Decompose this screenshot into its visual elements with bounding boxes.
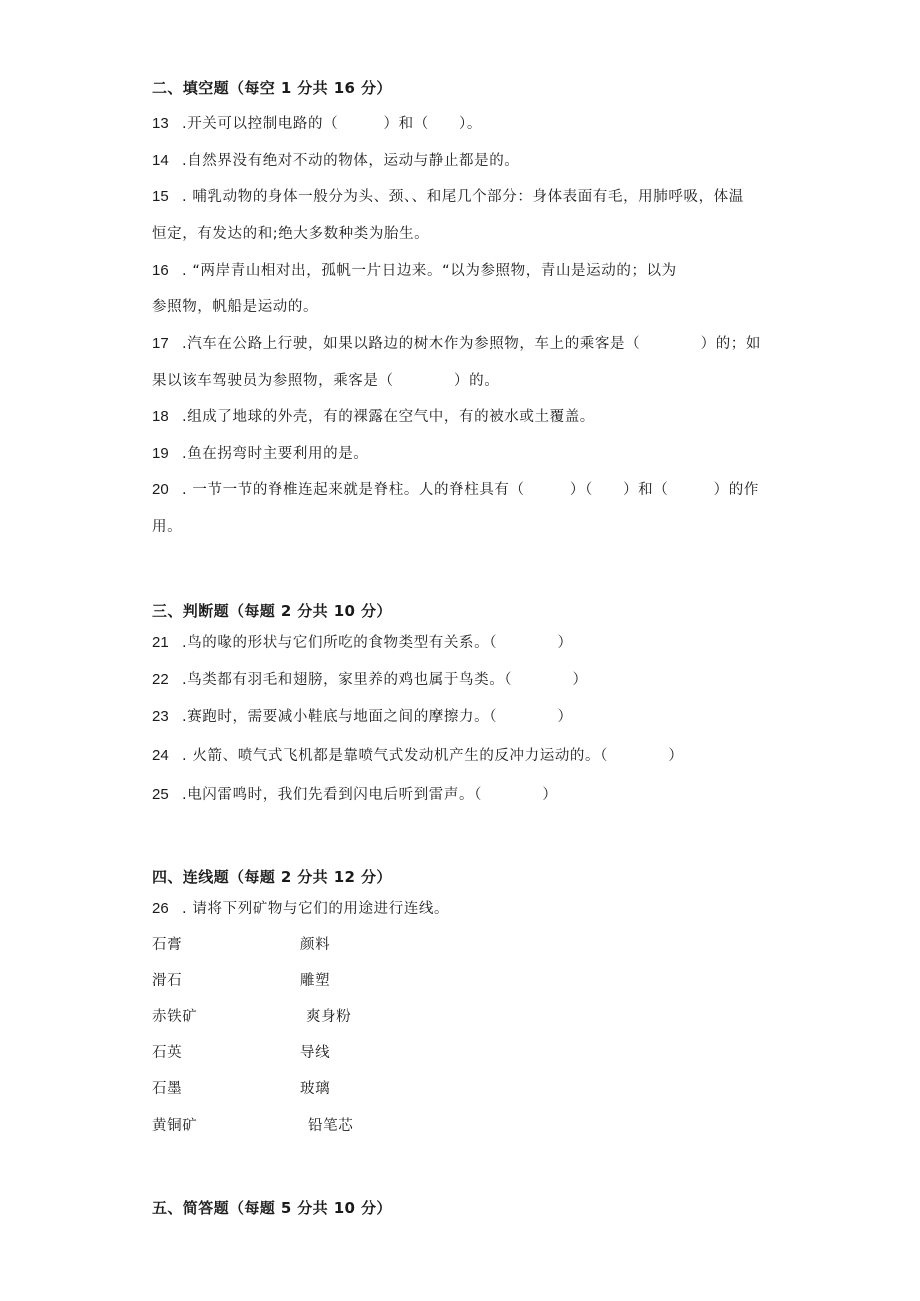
question-number: 20 [152, 481, 169, 498]
use-item[interactable]: 颜料 [300, 937, 331, 953]
question-number: 21 [152, 634, 169, 651]
question-text: . 火箭、喷气式飞机都是靠喷气式发动机产生的反冲力运动的。（ ） [182, 748, 684, 764]
section-fill-blank-title: 二、填空题（每空 1 分共 16 分） [152, 79, 392, 97]
mineral-item[interactable]: 黄铜矿 [152, 1118, 198, 1134]
question-number: 18 [152, 408, 169, 425]
question-text: .鱼在拐弯时主要利用的是。 [182, 446, 369, 462]
question-text: .鸟类都有羽毛和翅膀，家里养的鸡也属于鸟类。（ ） [182, 672, 588, 688]
use-item[interactable]: 爽身粉 [306, 1009, 352, 1025]
question-23 [152, 707, 573, 727]
question-text: .汽车在公路上行驶，如果以路边的树木作为参照物，车上的乘客是（ ）的；如 [182, 336, 762, 352]
question-17 [152, 334, 761, 354]
question-number: 19 [152, 445, 169, 462]
question-text: . 请将下列矿物与它们的用途进行连线。 [182, 901, 450, 917]
mineral-item[interactable]: 赤铁矿 [152, 1009, 198, 1025]
question-26 [152, 899, 449, 919]
question-text: . 哺乳动物的身体一般分为头、颈、、和尾几个部分：身体表面有毛，用肺呼吸，体温 [182, 189, 744, 205]
question-number: 23 [152, 708, 169, 725]
question-25 [152, 785, 557, 805]
question-number: 13 [152, 115, 169, 132]
question-text: .开关可以控制电路的（ ）和（ ）。 [182, 116, 482, 132]
use-item[interactable]: 雕塑 [300, 973, 331, 989]
question-number: 16 [152, 262, 169, 279]
question-20 [152, 480, 759, 500]
question-16 [152, 261, 677, 281]
question-text: .电闪雷鸣时，我们先看到闪电后听到雷声。（ ） [182, 787, 558, 803]
question-20-continued: 用。 [152, 519, 183, 535]
question-number: 25 [152, 786, 169, 803]
mineral-item[interactable]: 滑石 [152, 973, 183, 989]
section-matching-title: 四、连线题（每题 2 分共 12 分） [152, 868, 392, 886]
section-judgment-title: 三、判断题（每题 2 分共 10 分） [152, 602, 392, 620]
question-text: .自然界没有绝对不动的物体，运动与静止都是的。 [182, 153, 520, 169]
question-text: .赛跑时，需要减小鞋底与地面之间的摩擦力。（ ） [182, 709, 573, 725]
question-number: 26 [152, 900, 169, 917]
question-15 [152, 187, 744, 207]
mineral-item[interactable]: 石墨 [152, 1081, 183, 1097]
question-number: 15 [152, 188, 169, 205]
question-text: .鸟的喙的形状与它们所吃的食物类型有关系。（ ） [182, 635, 573, 651]
use-item[interactable]: 导线 [300, 1045, 331, 1061]
question-18 [152, 407, 595, 427]
question-17-continued: 果以该车驾驶员为参照物，乘客是（ ）的。 [152, 373, 500, 389]
question-19 [152, 444, 368, 464]
use-item[interactable]: 铅笔芯 [308, 1118, 354, 1134]
question-number: 14 [152, 152, 169, 169]
use-item[interactable]: 玻璃 [300, 1081, 331, 1097]
question-13 [152, 114, 482, 134]
mineral-item[interactable]: 石英 [152, 1045, 183, 1061]
question-number: 17 [152, 335, 169, 352]
question-number: 22 [152, 671, 169, 688]
question-text: . “两岸青山相对出，孤帆一片日边来。“以为参照物，青山是运动的；以为 [182, 263, 677, 279]
question-number: 24 [152, 747, 169, 764]
question-21 [152, 633, 573, 653]
question-22 [152, 670, 588, 690]
question-24 [152, 746, 683, 766]
question-15-continued: 恒定，有发达的和;绝大多数种类为胎生。 [152, 226, 430, 242]
question-14 [152, 151, 519, 171]
section-short-answer-title: 五、简答题（每题 5 分共 10 分） [152, 1199, 392, 1217]
question-text: .组成了地球的外壳，有的裸露在空气中，有的被水或土覆盖。 [182, 409, 595, 425]
question-16-continued: 参照物，帆船是运动的。 [152, 299, 319, 315]
question-text: . 一节一节的脊椎连起来就是脊柱。人的脊柱具有（ ）（ ）和（ ）的作 [182, 482, 759, 498]
mineral-item[interactable]: 石膏 [152, 937, 183, 953]
